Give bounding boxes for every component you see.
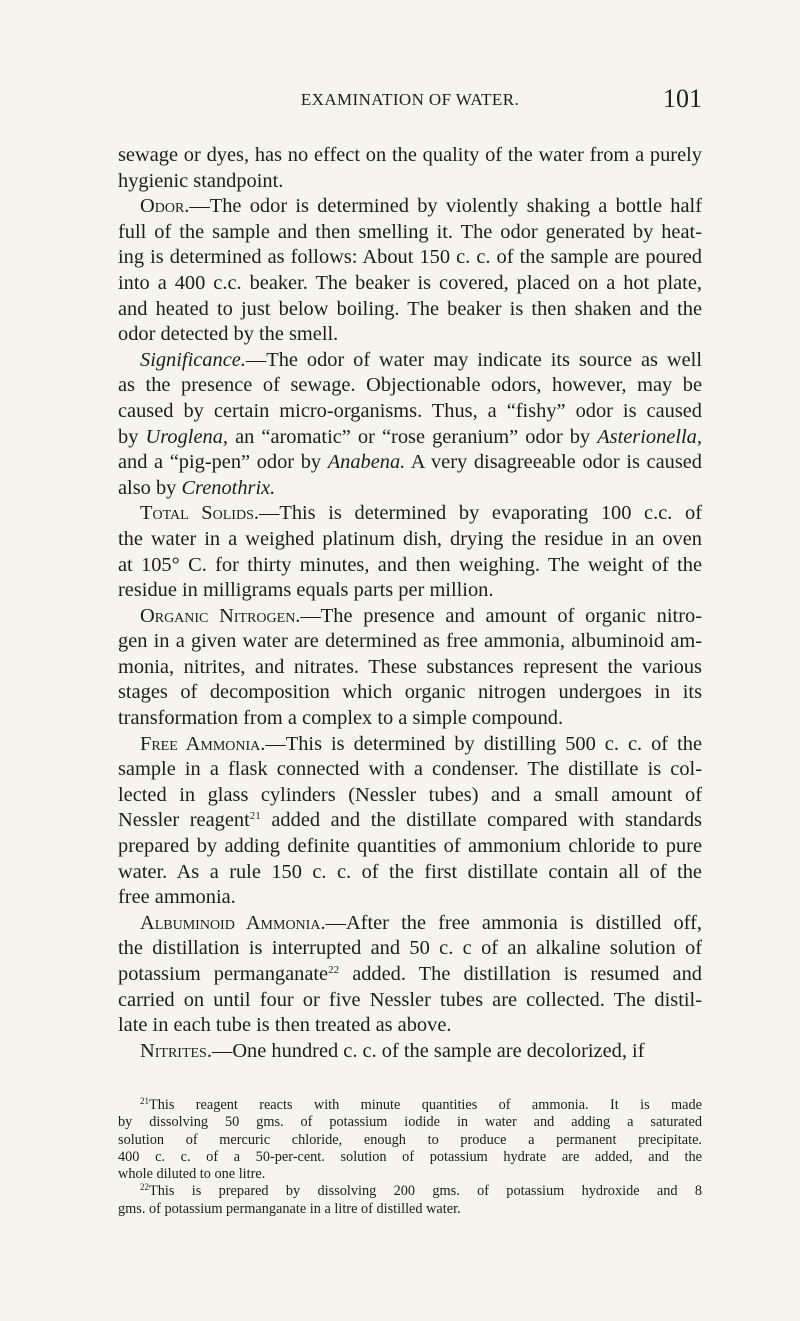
text-line: [118, 1039, 702, 1065]
text-line: as the presence of sewage. Objectionable odors, however, may be: [118, 374, 702, 397]
footnote-line: by dissolving 50 gms. of potassium iodide in water and adding a saturated: [118, 1114, 702, 1131]
text-line: residue in milligrams equals parts per million.: [118, 579, 494, 602]
text-line: [118, 808, 702, 834]
text-line: lected in glass cylinders (Nessler tubes) and a small amount of: [118, 783, 702, 806]
page-header: [118, 84, 702, 118]
footnotes: [118, 1097, 702, 1218]
footnote-mark-22: 22: [140, 1182, 149, 1193]
text-line: late in each tube is then treated as above.: [118, 1014, 452, 1037]
text-line: [118, 501, 702, 527]
text-run: —After the free ammonia is distilled off,: [325, 911, 702, 934]
section-heading-total-solids: Total Solids.: [140, 502, 259, 525]
organism-name: Uroglena,: [145, 425, 228, 448]
body-text: [118, 143, 702, 1064]
text-line: gen in a given water are determined as free ammonia, albuminoid am-: [118, 630, 702, 653]
text-line: [118, 450, 702, 476]
text-line: transformation from a complex to a simple compound.: [118, 707, 564, 730]
paragraph-intro: [118, 143, 702, 194]
text-line: [118, 476, 702, 502]
text-line: stages of decomposition which organic nitrogen undergoes in its: [118, 681, 702, 704]
section-heading-odor: Odor.: [140, 195, 190, 218]
text-line: water. As a rule 150 c. c. of the first distillate contain all of the: [118, 860, 702, 883]
footnote-line: gms. of potassium permanganate in a litre of distilled water.: [118, 1200, 461, 1217]
section-heading-albuminoid-ammonia: Albuminoid Ammonia.: [140, 911, 326, 934]
text-run: Nessler reagent: [118, 809, 250, 832]
text-run: —This is determined by evaporating 100 c.c. of: [258, 502, 702, 525]
text-line: [118, 194, 702, 220]
text-run: and a “pig-pen” odor by: [118, 451, 328, 474]
text-run: —The odor of water may indicate its source as well: [245, 348, 702, 371]
footnote-line: solution of mercuric chloride, enough to produce a permanent precipitate.: [118, 1131, 702, 1148]
paragraph-odor: [118, 194, 702, 348]
footnote-line: [118, 1097, 702, 1114]
footnote-21: [118, 1097, 702, 1183]
text-run: by: [118, 425, 146, 448]
text-run: —One hundred c. c. of the sample are decolorized, if: [211, 1039, 645, 1062]
text-line: the distillation is interrupted and 50 c. c of an alkaline solution of: [118, 937, 702, 960]
section-heading-free-ammonia: Free Ammonia.: [140, 732, 266, 755]
text-line: and heated to just below boiling. The beaker is then shaken and the: [118, 297, 702, 320]
organism-name: Asterionella,: [597, 425, 702, 448]
running-head: EXAMINATION OF WATER.: [300, 90, 520, 109]
footnote-line: 400 c. c. of a 50-per-cent. solution of potassium hydrate are added, and the: [118, 1148, 702, 1165]
text-line: the water in a weighed platinum dish, drying the residue in an oven: [118, 527, 702, 550]
paragraph-nitrites: [118, 1039, 702, 1065]
text-line: [118, 732, 702, 758]
text-run: —This is determined by distilling 500 c. c. of the: [265, 732, 702, 755]
text-line: ing is determined as follows: About 150 c. c. of the sample are poured: [118, 246, 702, 269]
text-run: This is prepared by dissolving 200 gms. of potassium hydroxide and 8: [149, 1183, 702, 1200]
text-run: —The presence and amount of organic nitro-: [300, 604, 702, 627]
text-line: [118, 425, 702, 451]
section-heading-significance: Significance.: [140, 348, 246, 371]
section-heading-nitrites: Nitrites.: [140, 1039, 212, 1062]
footnote-mark-21: 21: [140, 1096, 149, 1106]
text-line: [118, 348, 702, 374]
footnote-22: [118, 1183, 702, 1218]
text-line: [118, 962, 702, 988]
text-run: added and the distillate compared with standards: [260, 809, 702, 832]
text-run: an “aromatic” or “rose geranium” odor by: [227, 425, 598, 448]
paragraph-organic-nitrogen: [118, 604, 702, 732]
text-run: also by: [118, 476, 182, 499]
footnote-line: whole diluted to one litre.: [118, 1166, 266, 1183]
text-line: carried on until four or five Nessler tubes are collected. The distil-: [118, 988, 702, 1011]
text-line: prepared by adding definite quantities of ammonium chloride to pure: [118, 835, 702, 858]
text-line: into a 400 c.c. beaker. The beaker is covered, placed on a hot plate,: [118, 271, 702, 294]
organism-name: Crenothrix.: [181, 476, 276, 499]
text-run: A very disagreeable odor is caused: [405, 451, 703, 474]
footnote-ref-21: 21: [249, 810, 261, 823]
paragraph-significance: [118, 348, 702, 502]
text-line: at 105° C. for thirty minutes, and then weighing. The weight of the: [118, 553, 702, 576]
text-line: monia, nitrites, and nitrates. These substances represent the various: [118, 655, 702, 678]
text-line: sewage or dyes, has no effect on the quality of the water from a purely: [118, 144, 702, 166]
section-heading-organic-nitrogen: Organic Nitrogen.: [140, 604, 301, 627]
text-line: free ammonia.: [118, 886, 236, 909]
text-line: full of the sample and then smelling it. The odor generated by heat-: [118, 220, 702, 243]
page-number: 101: [663, 84, 702, 113]
paragraph-albuminoid-ammonia: [118, 911, 702, 1039]
text-run: added. The distillation is resumed and: [339, 963, 702, 985]
paragraph-free-ammonia: [118, 732, 702, 911]
paragraph-total-solids: [118, 501, 702, 603]
footnote-ref-22: 22: [328, 964, 340, 976]
text-line: [118, 604, 702, 630]
footnote-line: [118, 1183, 702, 1200]
text-run: potassium permanganate: [118, 963, 329, 985]
organism-name: Anabena.: [327, 451, 406, 474]
text-run: This reagent reacts with minute quantities of ammonia. It is made: [149, 1097, 702, 1113]
text-line: caused by certain micro-organisms. Thus, a “fishy” odor is caused: [118, 399, 702, 422]
text-line: odor detected by the smell.: [118, 323, 339, 346]
text-line: [118, 911, 702, 937]
text-line: sample in a flask connected with a condenser. The distillate is col-: [118, 758, 702, 781]
text-line: hygienic standpoint.: [118, 169, 284, 192]
text-run: —The odor is determined by violently shaking a bottle half: [189, 195, 702, 218]
